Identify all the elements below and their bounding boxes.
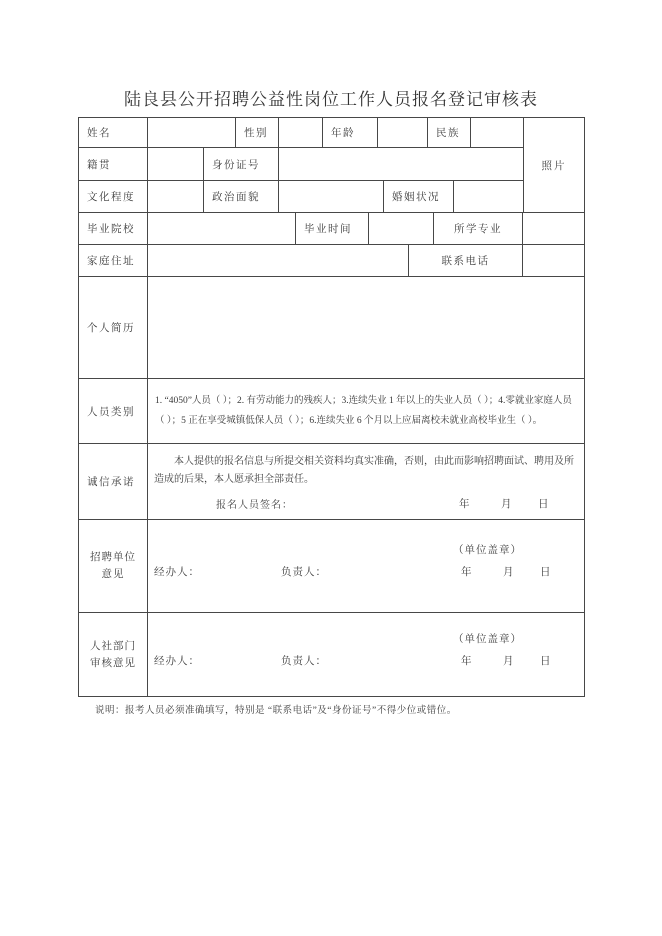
major-value-cell	[523, 213, 584, 245]
month-label: 月	[501, 499, 512, 510]
phone-label: 联系电话	[409, 245, 523, 277]
resume-label: 个人简历	[79, 277, 148, 379]
day-label: 日	[538, 499, 549, 510]
footer-note: 说明：报考人员必须准确填写，特别是 “联系电话”及“身份证号”不得少位或错位。	[95, 706, 457, 716]
name-label: 姓名	[79, 118, 148, 148]
form-title: 陆良县公开招聘公益性岗位工作人员报名登记审核表	[124, 90, 538, 109]
personnel-category-label: 人员类别	[79, 379, 148, 444]
hr-responsible-label: 负责人：	[281, 655, 327, 667]
school-label: 毕业院校	[79, 213, 148, 245]
gender-value-cell	[279, 118, 323, 148]
hr-opinion-label-line1: 人社部门	[90, 640, 136, 652]
personnel-category-text: 1. “4050”人员（ ）；2. 有劳动能力的残疾人；3.连续失业 1 年以上的失业人员（ ）；4.零就业家庭人员（ ）；5 正在享受城镇低保人员（ ）；6.连续失业 6 个月以上应届离校未就业高校毕业生（ ）。	[155, 396, 572, 426]
hr-opinion-label	[79, 613, 148, 696]
personnel-category-cell	[148, 379, 584, 444]
photo-cell: 照片	[523, 118, 584, 213]
hr-opinion-label-line2: 审核意见	[90, 657, 136, 669]
pledge-label: 诚信承诺	[79, 444, 148, 520]
hr-opinion-cell	[148, 613, 584, 696]
native-place-value-cell	[148, 148, 204, 181]
day-label: 日	[540, 655, 551, 667]
unit-seal-label: （单位盖章）	[453, 545, 522, 556]
pledge-cell	[148, 444, 584, 520]
hr-seal-label: （单位盖章）	[453, 633, 522, 645]
year-label: 年	[459, 499, 470, 510]
education-label: 文化程度	[79, 181, 148, 213]
month-label: 月	[503, 567, 514, 578]
gender-label: 性别	[236, 118, 279, 148]
major-label: 所学专业	[434, 213, 523, 245]
unit-responsible-label: 负责人：	[281, 567, 327, 578]
id-number-label: 身份证号	[204, 148, 279, 181]
address-label: 家庭住址	[79, 245, 148, 277]
age-value-cell	[378, 118, 428, 148]
marital-status-value-cell	[454, 181, 523, 213]
graduation-time-value-cell	[369, 213, 434, 245]
graduation-time-label: 毕业时间	[296, 213, 369, 245]
political-status-label: 政治面貌	[204, 181, 279, 213]
basic-info-section	[79, 118, 584, 213]
unit-opinion-label-line1: 招聘单位	[90, 552, 136, 563]
education-value-cell	[148, 181, 204, 213]
day-label: 日	[540, 567, 551, 578]
pledge-text: 本人提供的报名信息与所提交相关资料均真实准确，否则，由此而影响招聘面试、聘用及所造成的后果，本人愿承担全部责任。	[154, 456, 574, 485]
address-value-cell	[148, 245, 409, 277]
school-value-cell	[148, 213, 296, 245]
year-label: 年	[461, 655, 472, 667]
form-table	[78, 117, 585, 697]
resume-value-cell	[148, 277, 584, 379]
signature-label: 报名人员签名：	[216, 500, 293, 511]
unit-handler-label: 经办人：	[154, 567, 200, 578]
id-number-value-cell	[279, 148, 523, 181]
political-status-value-cell	[279, 181, 384, 213]
unit-opinion-cell	[148, 520, 584, 613]
month-label: 月	[503, 655, 514, 667]
unit-opinion-label	[79, 520, 148, 613]
ethnicity-label: 民族	[428, 118, 471, 148]
age-label: 年龄	[323, 118, 378, 148]
hr-handler-label: 经办人：	[154, 655, 200, 667]
marital-status-label: 婚姻状况	[384, 181, 454, 213]
native-place-label: 籍贯	[79, 148, 148, 181]
ethnicity-value-cell	[471, 118, 523, 148]
unit-opinion-label-line2: 意见	[101, 569, 125, 580]
year-label: 年	[461, 567, 472, 578]
name-value-cell	[148, 118, 236, 148]
phone-value-cell	[523, 245, 584, 277]
